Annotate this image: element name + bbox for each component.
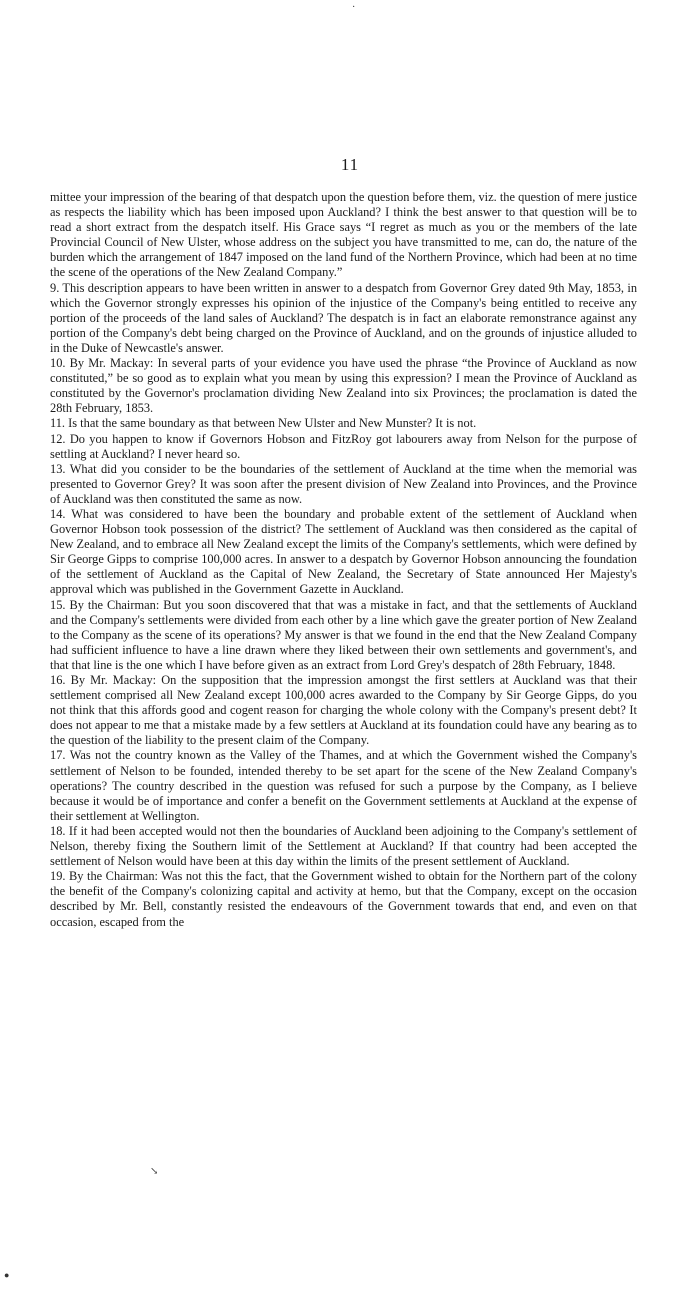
- question-number: 9.: [50, 280, 60, 295]
- scan-speck: ·: [352, 2, 356, 13]
- paragraph-10: [50, 356, 637, 416]
- paragraph-text: If it had been accepted would not then the boundaries of Auckland been adjoining to the Company's settlement of Nelson, thereby fixing the Southern limit of the Settlement at Auckland? If that country had been accepted the settlement of Nelson would have been at this day within the limits of the present settlement of Auckland.: [50, 823, 637, 869]
- paragraph-text: Is that the same boundary as that between New Ulster and New Munster? It is not.: [68, 416, 477, 431]
- question-number: 19.: [50, 869, 66, 884]
- page-number: 11: [340, 155, 360, 174]
- paragraph-14: [50, 507, 637, 598]
- question-number: 13.: [50, 461, 66, 476]
- question-number: 14.: [50, 506, 66, 521]
- paragraph-11: [50, 416, 637, 431]
- scan-speck: ●: [4, 1270, 10, 1280]
- question-number: 16.: [50, 673, 66, 687]
- body-text: [50, 190, 637, 930]
- paragraph-text: By Mr. Mackay: In several parts of your evidence you have used the phrase “the Province of Auckland as now constituted,” be so good as to explain what you mean by using this expression? I mean the Province of Auckland as constituted by the Governor's proclamation dividing New Zealand into six Provinces; the proclamation is dated the 28th February, 1853.: [50, 356, 637, 416]
- paragraph-15: [50, 598, 637, 673]
- paragraph-text: By the Chairman: But you soon discovered that that was a mistake in fact, and that the settlements of Auckland and the Company's settlements were divided from each other by a line which gave the greater portion of New Zealand to the Company as the scene of its operations? My answer is that we found in the end that the New Zealand Company had sufficient influence to have a line drawn where they liked between their own settlements and government's, and that that line is the one which I have before given as an extract from Lord Grey's despatch of 28th February, 1848.: [50, 597, 637, 672]
- paragraph-17: [50, 748, 637, 823]
- paragraph-19: [50, 869, 637, 929]
- paragraph-13: [50, 462, 637, 507]
- paragraph-text: By the Chairman: Was not this the fact, that the Government wished to obtain for the Northern part of the colony the benefit of the Company's colonizing capital and activity at hemo, but that the Company, except on the occasion described by Mr. Bell, constantly resisted the endeavours of the Government towards that end, and even on that occasion, escaped from the: [50, 869, 637, 929]
- paragraph-text: What was considered to have been the boundary and probable extent of the settlement of Auckland when Governor Hobson took possession of the district? The settlement of Auckland was then considered as the capital of New Zealand, and to embrace all New Zealand except the limits of the Company's settlements, which were defined by Sir George Gipps to comprise 100,000 acres. In answer to a despatch by Governor Hobson announcing the foundation of the settlement of Auckland as the Capital of New Zealand, the Secretary of State announced Her Majesty's approval which was published in the Government Gazette in Auckland.: [50, 506, 638, 597]
- scan-speck: ↘: [150, 1166, 159, 1177]
- question-number: 17.: [50, 748, 66, 763]
- question-number: 11.: [50, 416, 66, 431]
- paragraph-text: mittee your impression of the bearing of that despatch upon the question before them, viz. the question of mere justice as respects the liability which has been imposed upon Auckland? I think the best answer to that question will be to read a short extract from the despatch itself. His Grace says “I regret as much as you or the members of the late Provincial Council of New Ulster, whose address on the subject you have transmitted to me, can do, the nature of the burden which the arrangement of 1847 imposed on the land fund of the Northern Province, which had been at no time the scene of the operations of the New Zealand Company.”: [50, 190, 637, 280]
- paragraph-12: [50, 432, 637, 462]
- paragraph-18: [50, 824, 637, 869]
- paragraph-text: By Mr. Mackay: On the supposition that the impression amongst the first settlers at Auckland was that their settlement comprised all New Zealand except 100,000 acres awarded to the Company by Sir George Gipps, do you not think that this affords good and cogent reason for charging the whole colony with the Company's present debt? It does not appear to me that a mistake made by a few settlers at Auckland at its foundation could have any bearing as to the question of the liability to the present claim of the Company.: [50, 673, 637, 748]
- paragraph-text: This description appears to have been written in answer to a despatch from Governor Grey dated 9th May, 1853, in which the Governor strongly expresses his opinion of the injustice of the Company's being entitled to receive any portion of the proceeds of the land sales of Auckland? The despatch is in fact an elaborate remonstrance against any portion of the Company's debt being charged on the Province of Auckland, and on the grounds of injustice alluded to in the Duke of Newcastle's answer.: [50, 280, 638, 355]
- question-number: 10.: [50, 356, 66, 371]
- question-number: 15.: [50, 597, 66, 612]
- paragraph-text: What did you consider to be the boundaries of the settlement of Auckland at the time when the memorial was presented to Governor Grey? It was soon after the present division of New Zealand into Provinces, and the Province of Auckland was then constituted the same as now.: [50, 461, 637, 506]
- question-number: 18.: [50, 823, 66, 838]
- paragraph-text: Do you happen to know if Governors Hobson and FitzRoy got labourers away from Nelson for the purpose of settling at Auckland? I never heard so.: [50, 431, 637, 461]
- paragraph-continuation: [50, 190, 637, 281]
- question-number: 12.: [50, 431, 66, 446]
- paragraph-text: Was not the country known as the Valley of the Thames, and at which the Government wished the Company's settlement of Nelson to be founded, intended thereby to be set apart for the scene of the New Zealand Company's operations? The country described in the question was refused for such a purpose by the Company, as I believe because it would be of importance and confer a benefit on the Government settlements at Auckland at the expense of their settlement at Wellington.: [50, 748, 638, 823]
- paragraph-16: [50, 673, 637, 748]
- paragraph-9: [50, 281, 637, 356]
